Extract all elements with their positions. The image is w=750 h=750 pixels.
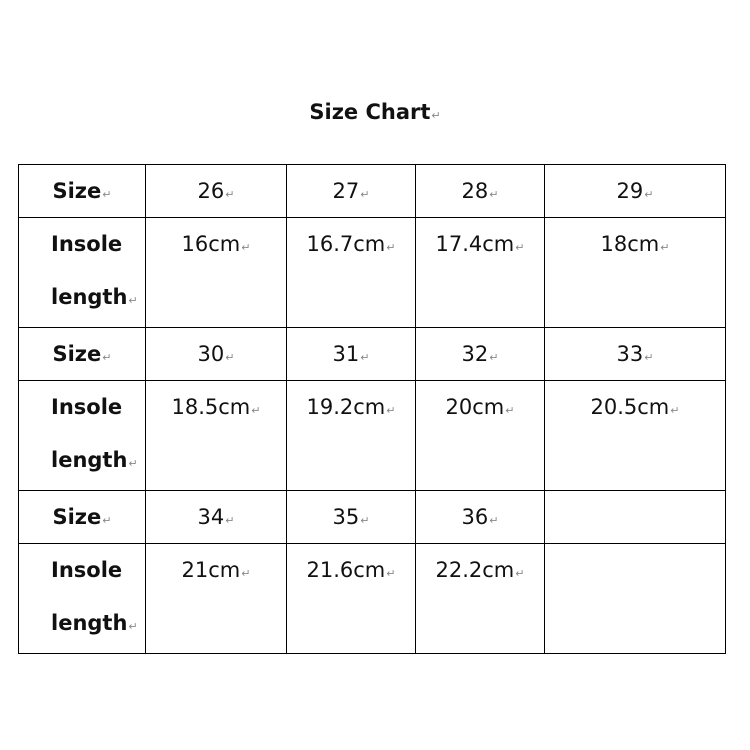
size-value [287,165,415,209]
insole-label-cell [19,381,146,491]
paragraph-mark-icon: ↵ [225,351,235,364]
size-row [19,165,726,218]
insole-label [19,544,145,653]
size-label-cell [19,491,146,544]
length-value [287,218,415,262]
length-value-text: 17.4cm [435,232,515,256]
length-value [545,218,725,262]
paragraph-mark-icon: ↵ [128,457,138,470]
length-value [146,544,286,588]
size-value [287,491,415,535]
length-value-text: 20.5cm [590,395,670,419]
length-value-text: 21cm [181,558,241,582]
paragraph-mark-icon: ↵ [360,188,370,201]
length-value [416,218,544,262]
size-cell [146,491,287,544]
length-cell [146,218,287,328]
paragraph-mark-icon: ↵ [360,514,370,527]
size-label [19,491,145,535]
paragraph-mark-icon: ↵ [515,241,525,254]
size-value [416,328,544,372]
length-cell [416,381,545,491]
insole-label-line2-text: length [51,285,128,309]
size-value [146,491,286,535]
insole-row [19,381,726,491]
length-cell [416,218,545,328]
insole-label-line2 [51,271,145,327]
paragraph-mark-icon: ↵ [431,109,441,122]
size-value [545,328,725,372]
size-value [146,165,286,209]
size-cell [287,491,416,544]
insole-label-line2-text: length [51,611,128,635]
length-value-text: 16cm [181,232,241,256]
size-value-text: 36 [461,505,489,529]
insole-label-line2 [51,597,145,653]
paragraph-mark-icon: ↵ [670,404,680,417]
size-value [287,328,415,372]
length-value [287,544,415,588]
paragraph-mark-icon: ↵ [515,567,525,580]
size-value-text: 30 [197,342,225,366]
insole-label-line1: Insole [51,232,123,256]
size-value-text: 26 [197,179,225,203]
paragraph-mark-icon: ↵ [660,241,670,254]
insole-label-line1: Insole [51,558,123,582]
paragraph-mark-icon: ↵ [128,294,138,307]
size-value [146,328,286,372]
size-cell [146,165,287,218]
size-label [19,165,145,209]
length-value-text: 21.6cm [306,558,386,582]
length-cell [287,544,416,654]
paragraph-mark-icon: ↵ [225,188,235,201]
paragraph-mark-icon: ↵ [241,567,251,580]
paragraph-mark-icon: ↵ [360,351,370,364]
size-label-text: Size [52,342,102,366]
length-value [545,381,725,425]
length-value-text: 18.5cm [171,395,251,419]
length-value-text: 20cm [445,395,505,419]
size-label-text: Size [52,179,102,203]
size-cell [545,165,726,218]
size-value-text: 34 [197,505,225,529]
size-chart-table [18,164,726,654]
paragraph-mark-icon: ↵ [386,567,396,580]
insole-label [19,381,145,490]
size-cell [416,328,545,381]
size-cell [416,491,545,544]
paragraph-mark-icon: ↵ [489,188,499,201]
length-cell [146,381,287,491]
size-value-text: 27 [332,179,360,203]
size-label-cell [19,165,146,218]
length-value [146,381,286,425]
size-row [19,328,726,381]
length-value-text: 19.2cm [306,395,386,419]
paragraph-mark-icon: ↵ [386,241,396,254]
length-cell [545,381,726,491]
insole-label-line2-text: length [51,448,128,472]
length-value [416,544,544,588]
insole-label-cell [19,544,146,654]
length-value-text: 16.7cm [306,232,386,256]
insole-label-line2 [51,434,145,490]
paragraph-mark-icon: ↵ [102,514,112,527]
paragraph-mark-icon: ↵ [251,404,261,417]
length-value-text: 22.2cm [435,558,515,582]
size-cell [287,165,416,218]
size-cell [287,328,416,381]
paragraph-mark-icon: ↵ [489,351,499,364]
paragraph-mark-icon: ↵ [241,241,251,254]
insole-label-cell [19,218,146,328]
paragraph-mark-icon: ↵ [386,404,396,417]
paragraph-mark-icon: ↵ [102,188,112,201]
paragraph-mark-icon: ↵ [225,514,235,527]
insole-row [19,218,726,328]
size-value [416,491,544,535]
size-cell [545,328,726,381]
size-label-text: Size [52,505,102,529]
size-value [545,165,725,209]
size-value-text: 29 [616,179,644,203]
paragraph-mark-icon: ↵ [128,620,138,633]
size-chart-body [19,165,726,654]
length-cell [146,544,287,654]
size-value-text: 31 [332,342,360,366]
size-row [19,491,726,544]
size-value-text: 28 [461,179,489,203]
length-value-text: 18cm [600,232,660,256]
paragraph-mark-icon: ↵ [102,351,112,364]
size-value [416,165,544,209]
length-cell [545,544,726,654]
insole-label-line1: Insole [51,395,123,419]
title-text: Size Chart [309,100,431,124]
length-cell [416,544,545,654]
insole-row [19,544,726,654]
length-value [146,218,286,262]
paragraph-mark-icon: ↵ [489,514,499,527]
length-cell [545,218,726,328]
size-cell [146,328,287,381]
length-value [287,381,415,425]
length-cell [287,218,416,328]
length-value [416,381,544,425]
size-cell [545,491,726,544]
size-value-text: 32 [461,342,489,366]
length-cell [287,381,416,491]
paragraph-mark-icon: ↵ [644,351,654,364]
size-value-text: 35 [332,505,360,529]
size-cell [416,165,545,218]
paragraph-mark-icon: ↵ [505,404,515,417]
size-label [19,328,145,372]
page-title [0,96,750,132]
insole-label [19,218,145,327]
size-label-cell [19,328,146,381]
paragraph-mark-icon: ↵ [644,188,654,201]
size-value-text: 33 [616,342,644,366]
